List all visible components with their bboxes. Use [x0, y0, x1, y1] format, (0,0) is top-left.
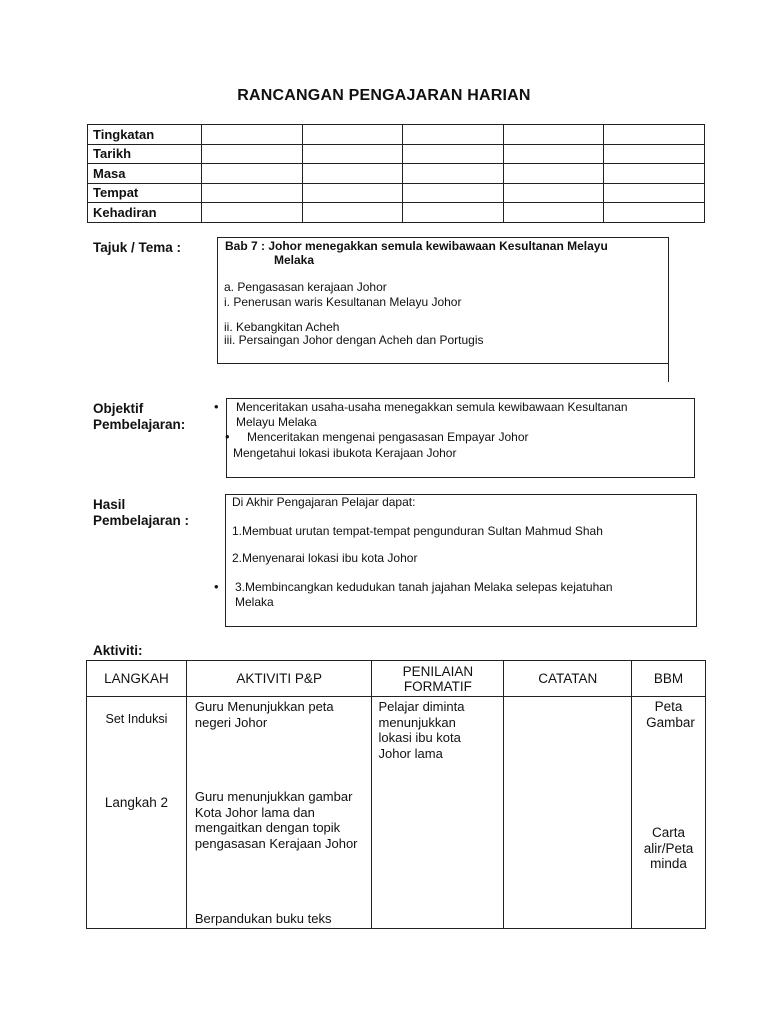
- info-cell[interactable]: [403, 203, 504, 223]
- info-cell[interactable]: [201, 203, 302, 223]
- tajuk-item-ii: ii. Kebangkitan Acheh: [224, 320, 340, 334]
- objektif-label-line1: Objektif: [93, 401, 144, 416]
- hasil-intro: Di Akhir Pengajaran Pelajar dapat:: [232, 495, 416, 509]
- info-cell[interactable]: [302, 144, 403, 164]
- objektif-label-line2: Pembelajaran:: [93, 417, 186, 432]
- aktiviti-langkah-2-extra: Berpandukan buku teks: [194, 911, 332, 926]
- tajuk-heading-line2: Melaka: [274, 253, 315, 267]
- info-cell[interactable]: [403, 125, 504, 145]
- info-label: Kehadiran: [88, 203, 202, 223]
- objektif-point3: Mengetahui lokasi ibukota Kerajaan Johor: [233, 446, 457, 460]
- bbm-carta-alir: Carta alir/Peta minda: [643, 825, 694, 871]
- penilaian-text: Pelajar diminta menunjukkan lokasi ibu kota Johor lama: [378, 699, 465, 761]
- info-cell[interactable]: [604, 164, 705, 184]
- aktiviti-langkah-2: Guru menunjukkan gambar Kota Johor lama dan mengaitkan dengan topik pengasasan Kerajaan Johor: [194, 789, 358, 851]
- objektif-point1-line2: Melayu Melaka: [236, 415, 317, 429]
- info-cell[interactable]: [503, 203, 604, 223]
- bullet-icon: •: [214, 579, 219, 594]
- info-label: Tarikh: [88, 144, 202, 164]
- header-penilaian: PENILAIAN FORMATIF: [372, 661, 504, 697]
- langkah-cell: [87, 697, 187, 929]
- catatan-cell: [504, 697, 632, 929]
- info-row-tarikh: [88, 144, 705, 164]
- tajuk-item-a: a. Pengasasan kerajaan Johor: [224, 280, 387, 294]
- aktiviti-table: [86, 660, 706, 929]
- aktiviti-header-row: [87, 661, 706, 697]
- header-catatan: CATATAN: [504, 661, 632, 697]
- info-cell[interactable]: [403, 164, 504, 184]
- info-table: [87, 124, 705, 223]
- info-cell[interactable]: [302, 125, 403, 145]
- penilaian-cell: [372, 697, 504, 929]
- header-langkah: LANGKAH: [87, 661, 187, 697]
- langkah-2: Langkah 2: [104, 795, 168, 810]
- bullet-icon: •: [225, 429, 230, 444]
- objektif-point2: Menceritakan mengenai pengasasan Empayar Johor: [247, 430, 529, 444]
- info-label: Tingkatan: [88, 125, 202, 145]
- bullet-icon: •: [214, 399, 219, 414]
- info-cell[interactable]: [201, 183, 302, 203]
- info-cell[interactable]: [302, 203, 403, 223]
- tajuk-heading-line1: Bab 7 : Johor menegakkan semula kewibawaan Kesultanan Melayu: [225, 239, 608, 253]
- info-row-tingkatan: [88, 125, 705, 145]
- info-cell[interactable]: [503, 164, 604, 184]
- langkah-set-induksi: Set Induksi: [105, 712, 168, 726]
- hasil-point2: 2.Menyenarai lokasi ibu kota Johor: [232, 551, 418, 565]
- info-cell[interactable]: [503, 144, 604, 164]
- aktiviti-cell: [186, 697, 372, 929]
- aktiviti-set-induksi: Guru Menunjukkan peta negeri Johor: [194, 699, 334, 730]
- aktiviti-label: Aktiviti:: [93, 643, 143, 658]
- info-cell[interactable]: [201, 125, 302, 145]
- tajuk-item-i: i. Penerusan waris Kesultanan Melayu Johor: [224, 295, 462, 309]
- info-label: Masa: [88, 164, 202, 184]
- info-row-kehadiran: [88, 203, 705, 223]
- tajuk-label: Tajuk / Tema :: [93, 240, 182, 255]
- info-row-tempat: [88, 183, 705, 203]
- tajuk-item-iii: iii. Persaingan Johor dengan Acheh dan Portugis: [224, 333, 484, 347]
- info-cell[interactable]: [302, 183, 403, 203]
- header-aktiviti: AKTIVITI P&P: [186, 661, 372, 697]
- header-bbm: BBM: [632, 661, 706, 697]
- info-cell[interactable]: [604, 203, 705, 223]
- tajuk-box-right-border: [668, 237, 669, 382]
- info-cell[interactable]: [604, 183, 705, 203]
- info-cell[interactable]: [403, 183, 504, 203]
- info-cell[interactable]: [302, 164, 403, 184]
- page-title: RANCANGAN PENGAJARAN HARIAN: [237, 87, 531, 104]
- aktiviti-body-row: [87, 697, 706, 929]
- info-row-masa: [88, 164, 705, 184]
- hasil-point3-line2: Melaka: [235, 595, 274, 609]
- bbm-cell: [632, 697, 706, 929]
- info-label: Tempat: [88, 183, 202, 203]
- info-cell[interactable]: [201, 144, 302, 164]
- hasil-point1: 1.Membuat urutan tempat-tempat pengunduran Sultan Mahmud Shah: [232, 524, 603, 538]
- info-cell[interactable]: [503, 125, 604, 145]
- info-cell[interactable]: [201, 164, 302, 184]
- hasil-label-line2: Pembelajaran :: [93, 513, 190, 528]
- objektif-point1-line1: Menceritakan usaha-usaha menegakkan semula kewibawaan Kesultanan: [236, 400, 628, 414]
- info-cell[interactable]: [503, 183, 604, 203]
- hasil-point3-line1: 3.Membincangkan kedudukan tanah jajahan Melaka selepas kejatuhan: [235, 580, 613, 594]
- hasil-label-line1: Hasil: [93, 497, 126, 512]
- info-cell[interactable]: [604, 125, 705, 145]
- info-cell[interactable]: [604, 144, 705, 164]
- info-cell[interactable]: [403, 144, 504, 164]
- bbm-peta-gambar: Peta Gambar: [646, 699, 695, 730]
